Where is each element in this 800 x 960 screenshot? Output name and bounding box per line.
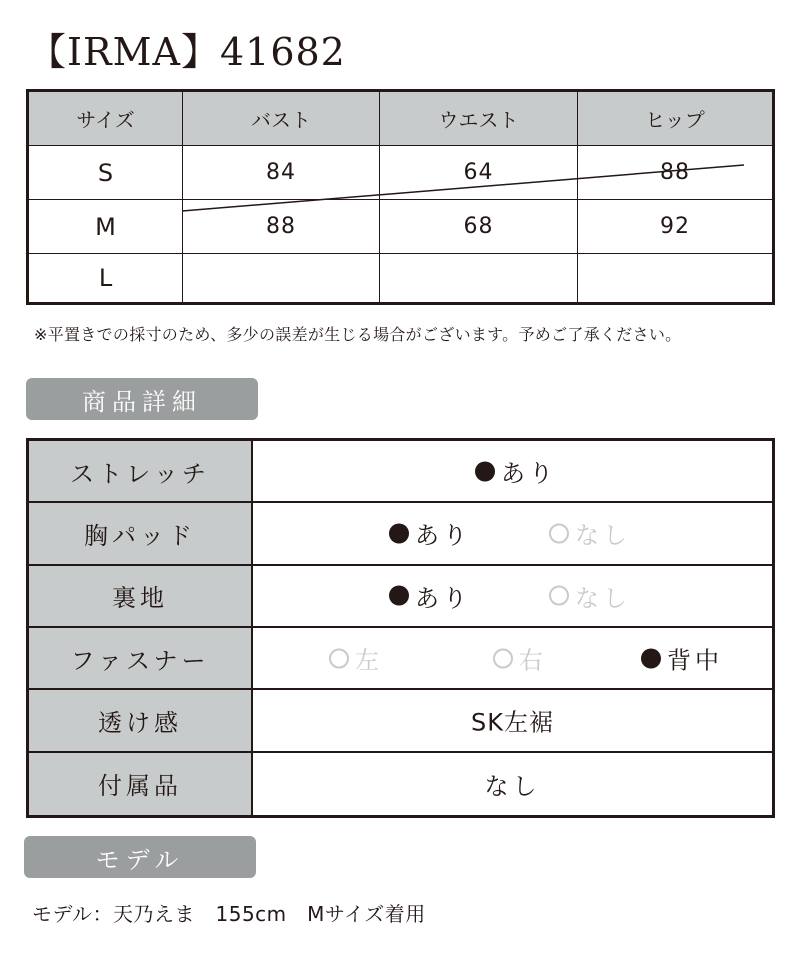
detail-table <box>26 438 775 818</box>
page-title: 【IRMA】41682 <box>28 30 346 74</box>
empty-circle-icon <box>549 586 569 606</box>
value-sheer <box>253 690 772 752</box>
fastener-right-label: 右 <box>519 646 547 675</box>
value-bust-pad <box>253 503 772 565</box>
m-waist: 68 <box>380 200 578 254</box>
value-accessories <box>253 753 772 815</box>
stretch-option-yes <box>475 454 557 489</box>
size-s: S <box>29 146 183 200</box>
empty-circle-icon <box>549 523 569 543</box>
m-bust: 88 <box>183 200 380 254</box>
sheer-value: SK左裾 <box>471 708 554 737</box>
label-lining: 裏地 <box>29 566 253 628</box>
label-accessories: 付属品 <box>29 753 253 815</box>
l-bust <box>183 254 380 302</box>
model-info: モデル：天乃えま 155cm Mサイズ着用 <box>32 902 426 926</box>
measurement-note: ※平置きでの採寸のため、多少の誤差が生じる場合がございます。予めご了承ください。 <box>34 325 682 344</box>
lining-option-yes <box>389 578 471 613</box>
size-l: L <box>29 254 183 302</box>
value-lining <box>253 566 772 628</box>
empty-circle-icon <box>329 648 349 668</box>
header-size: サイズ <box>29 92 183 146</box>
empty-circle-icon <box>493 648 513 668</box>
size-m: M <box>29 200 183 254</box>
lining-option-no <box>549 578 631 613</box>
accessories-value: なし <box>484 772 541 801</box>
fastener-back-label: 背中 <box>667 646 723 675</box>
bust-pad-option-yes <box>389 516 471 551</box>
m-hip: 92 <box>578 200 772 254</box>
lining-no-label: なし <box>575 584 631 613</box>
lining-yes-label: あり <box>415 584 471 613</box>
fastener-option-back <box>641 641 723 676</box>
not-available-slash <box>152 163 746 213</box>
filled-circle-icon <box>389 523 409 543</box>
label-sheer: 透け感 <box>29 690 253 752</box>
fastener-option-left <box>329 641 383 676</box>
section-label-model: モデル <box>24 836 256 878</box>
fastener-left-label: 左 <box>355 646 383 675</box>
label-fastener: ファスナー <box>29 628 253 690</box>
l-hip <box>578 254 772 302</box>
header-bust: バスト <box>183 92 380 146</box>
fastener-option-right <box>493 641 547 676</box>
l-waist <box>380 254 578 302</box>
bust-pad-yes-label: あり <box>415 521 471 550</box>
bust-pad-option-no <box>549 516 631 551</box>
stretch-yes-label: あり <box>501 459 557 488</box>
s-bust: 84 <box>183 146 380 200</box>
section-label-details: 商品詳細 <box>26 378 258 420</box>
label-stretch: ストレッチ <box>29 441 253 503</box>
value-fastener <box>253 628 772 690</box>
bust-pad-no-label: なし <box>575 521 631 550</box>
filled-circle-icon <box>475 461 495 481</box>
filled-circle-icon <box>389 586 409 606</box>
label-bust-pad: 胸パッド <box>29 503 253 565</box>
s-waist: 64 <box>380 146 578 200</box>
value-stretch <box>253 441 772 503</box>
s-hip: 88 <box>578 146 772 200</box>
header-hip: ヒップ <box>578 92 772 146</box>
filled-circle-icon <box>641 648 661 668</box>
header-waist: ウエスト <box>380 92 578 146</box>
